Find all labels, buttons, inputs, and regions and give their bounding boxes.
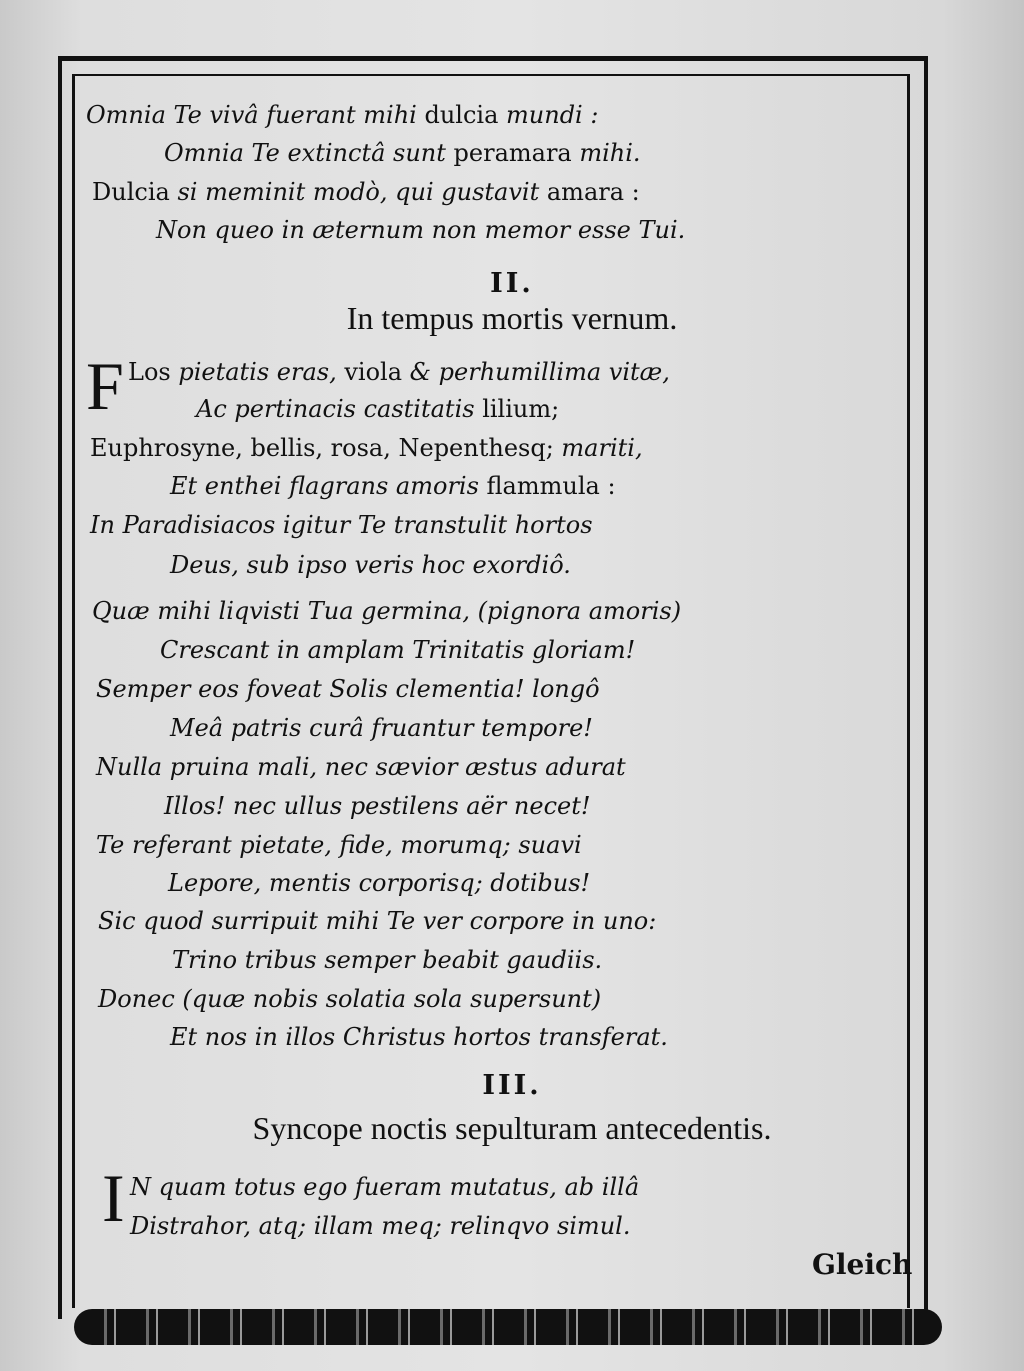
verse-line: Meâ patris curâ fruantur tempore! (170, 714, 593, 742)
section-heading: In tempus mortis vernum. (346, 300, 678, 336)
section-number: II. (490, 268, 534, 299)
verse-text: mundi : (498, 101, 599, 129)
catchword: Gleich (812, 1248, 913, 1281)
verse-text: & perhumillima vitæ, (402, 358, 670, 386)
verse-line (86, 100, 598, 130)
verse-text: Omnia Te extinctâ sunt (164, 139, 454, 167)
verse-text: Et enthei flagrans amoris (170, 472, 487, 500)
verse-text: pietatis eras, (178, 358, 345, 386)
verse-line: Trino tribus semper beabit gaudiis. (172, 946, 603, 974)
verse-text: viola (344, 358, 403, 386)
drop-capital: F (86, 348, 124, 424)
ornamental-border (74, 1309, 942, 1345)
verse-line: Nulla pruina mali, nec sævior æstus adurat (96, 753, 626, 781)
verse-line: Illos! nec ullus pestilens aër necet! (164, 792, 591, 820)
verse-line: Deus, sub ipso veris hoc exordiô. (170, 551, 571, 579)
verse-line: Lepore, mentis corporisq; dotibus! (168, 869, 591, 897)
verse-line: Distrahor, atq; illam meq; relinqvo simul. (130, 1212, 631, 1240)
verse-line: Sic quod surripuit mihi Te ver corpore in uno: (98, 907, 657, 935)
verse-line (128, 357, 670, 387)
verse-text: flammula : (486, 472, 616, 500)
verse-line (90, 433, 643, 463)
verse-text: Omnia Te vivâ fuerant mihi (86, 101, 425, 129)
section-number: III. (482, 1070, 542, 1101)
verse-line: In Paradisiacos igitur Te transtulit hortos (90, 511, 593, 539)
verse-text: amara : (546, 178, 640, 206)
verse-line (170, 471, 616, 501)
verse-text: peramara (453, 139, 572, 167)
verse-line (196, 394, 559, 424)
verse-line: Donec (quæ nobis solatia sola supersunt) (98, 985, 602, 1013)
verse-text: si meminit modò, qui gustavit (169, 178, 547, 206)
verse-text: Ac pertinacis castitatis (196, 395, 483, 423)
verse-line: Crescant in amplam Trinitatis gloriam! (160, 636, 636, 664)
verse-line (92, 177, 640, 207)
verse-line: Te referant pietate, fide, morumq; suavi (96, 831, 582, 859)
verse-line: N quam totus ego fueram mutatus, ab illâ (130, 1173, 640, 1201)
verse-text: lilium; (482, 395, 560, 423)
verse-line: Semper eos foveat Solis clementia! longô (96, 675, 600, 703)
verse-text: Los (128, 358, 179, 386)
drop-capital: I (102, 1160, 125, 1236)
verse-text: dulcia (424, 101, 499, 129)
section-heading: Syncope noctis sepulturam antecedentis. (252, 1110, 772, 1146)
verse-text: Euphrosyne, bellis, rosa, Nepenthesq; (90, 434, 554, 462)
verse-line: Non queo in æternum non memor esse Tui. (156, 216, 686, 244)
verse-text: mariti, (553, 434, 643, 462)
verse-text: Dulcia (92, 178, 170, 206)
verse-line: Et nos in illos Christus hortos transferat. (170, 1023, 668, 1051)
verse-line: Quæ mihi liqvisti Tua germina, (pignora amoris) (92, 597, 682, 625)
verse-line (164, 138, 641, 168)
verse-text: mihi. (571, 139, 641, 167)
